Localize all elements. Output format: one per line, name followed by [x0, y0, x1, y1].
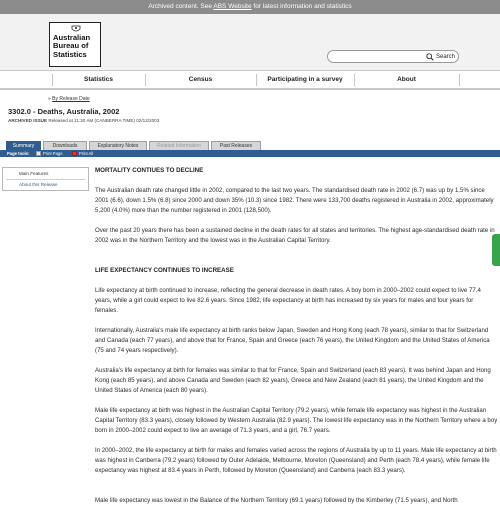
sidebar-item-main-features[interactable]: Main Features [19, 171, 49, 176]
search-icon [426, 53, 434, 61]
breadcrumb [48, 96, 90, 102]
sidebar [2, 167, 89, 191]
tab-summary[interactable]: Summary [6, 141, 41, 150]
sidebar-item-about-release[interactable]: About this Release [19, 182, 58, 187]
search-box [327, 50, 459, 63]
search-button-label: Search [435, 54, 455, 60]
paragraph-states-territories: Over the past 20 years there has been a sustained decline in the death rates for all states and territories. The highest age-standardised death rate in 2002 was in the Northern Territory and the lowest was in the Australian Capital Territory. [95, 227, 495, 244]
page-title: 3302.0 - Deaths, Australia, 2002 [8, 107, 120, 116]
nav-item-census[interactable]: Census [188, 76, 213, 83]
paragraph-lowest-male: Male life expectancy was lowest in the Balance of the Northern Territory (69.1 years) followed by the Kimberley (71.5 years), and North [95, 497, 458, 504]
section-heading-mortality: MORTALITY CONTIUES TO DECLINE [95, 167, 204, 174]
archive-banner-text-before: Archived content. See [148, 3, 214, 10]
pdf-icon [72, 151, 77, 156]
main-nav [0, 70, 500, 90]
sidebar-divider [6, 179, 85, 180]
nav-item-statistics[interactable]: Statistics [84, 76, 113, 83]
print-all-button[interactable] [72, 150, 93, 157]
paragraph-international-male: Internationally, Australia's male life expectancy at birth ranks below Japan, Sweden and Hong Kong (each 78 years), similar to that for Switzerland and Canada (each 77 years), and above that for France, Spain and Greece (each 76 years), the United Kingdom and the United States of America (75 and 74 years respectively). [95, 327, 490, 354]
crest-icon [71, 25, 81, 33]
tab-related-information: Related Information [149, 141, 209, 150]
paragraph-life-expectancy-birth: Life expectancy at birth continued to increase, reflecting the general decrease in death rates. A boy born in 2000–2002 could expect to live 77.4 years, while a girl could expect to live 82.6 years. Since 1982, life expectancy at birth has increased by six years for males and four years for females. [95, 287, 481, 314]
abs-website-link[interactable]: ABS Website [213, 3, 252, 10]
logo-line-2: Bureau of [53, 41, 89, 51]
print-icon [36, 151, 41, 156]
print-page-label: Print Page [43, 151, 63, 156]
breadcrumb-link-by-release-date[interactable]: By Release Date [52, 96, 90, 102]
archived-issue-label: ARCHIVED ISSUE [8, 118, 48, 123]
archive-banner [0, 0, 500, 14]
paragraph-regional-life-expectancy: In 2000–2002, the life expectancy at birth for males and females varied across the regions of Australia by up to 11 years. Male life expectancy at birth was highest in Canberra (79.2 years) followed by Outer Adelaide, Melbourne, Moreton (Queensland) and Perth (each 78.4 years), while female life expectancy was highest at 83.4 years in Perth, followed by Moreton (Queensland) and Canberra (each 83.3 years). [95, 447, 497, 474]
paragraph-international-female: Australia's life expectancy at birth for females was similar to that for France, Spain and Switzerland (each 83 years). It was behind Japan and Hong Kong (each 85 years), and above Canada and Sweden (each 82 years), Greece and New Zealand (each 81 years), the United Kingdom and the United States of America (each 80 years). [95, 367, 491, 394]
logo-text [53, 34, 99, 59]
print-page-button[interactable] [36, 150, 63, 157]
release-info [8, 118, 159, 123]
tab-explanatory-notes[interactable]: Explanatory Notes [89, 141, 147, 150]
abs-logo[interactable] [49, 22, 101, 67]
feedback-tab[interactable] [492, 234, 500, 266]
tab-downloads[interactable]: Downloads [43, 141, 87, 150]
nav-item-about[interactable]: About [397, 76, 416, 83]
print-all-label: Print All [79, 151, 94, 156]
nav-divider [459, 74, 460, 86]
release-time: Released at 11:30 AM (CANBERRA TIME) 02/12/2003 [48, 118, 160, 123]
search-input[interactable] [332, 52, 424, 62]
paragraph-state-life-expectancy: Male life expectancy at birth was highest in the Australian Capital Territory (79.2 years), while female life expectancy was highest in the Australian Capital Territory (83.3 years), closely followed by Western Australia (82.9 years). The lowest life expectancy was in the Northern Territory where a boy born in 2000–2002 could expect to live an average of 71.3 years, and a girl, 76.7 years. [95, 407, 498, 434]
page-tools-bar [0, 150, 500, 157]
breadcrumb-prefix: » [48, 96, 51, 102]
page-tools-label: Page tools: [7, 151, 30, 156]
paragraph-death-rate: The Australian death rate changed little in 2002, compared to the last two years. The standardised death rate in 2002 (6.7) was up by 1.5% since 2001 (6.6), down 1.5% (6.8) since 2000 and down 35% (10.3) since 1982. There were 133,700 deaths registered in Australia in 2002, approximately 5,200 (4.0%) more than the number registered in 2001 (128,500). [95, 187, 494, 214]
tab-past-releases[interactable]: Past Releases [211, 141, 261, 150]
logo-line-1: Australian [53, 33, 91, 42]
search-button[interactable] [426, 52, 455, 62]
archive-banner-text-after: for latest information and statistics [251, 3, 352, 10]
section-heading-life-expectancy: LIFE EXPECTANCY CONTINUES TO INCREASE [95, 267, 234, 274]
logo-line-3: Statistics [53, 49, 87, 59]
nav-item-participating[interactable]: Participating in a survey [267, 76, 343, 83]
